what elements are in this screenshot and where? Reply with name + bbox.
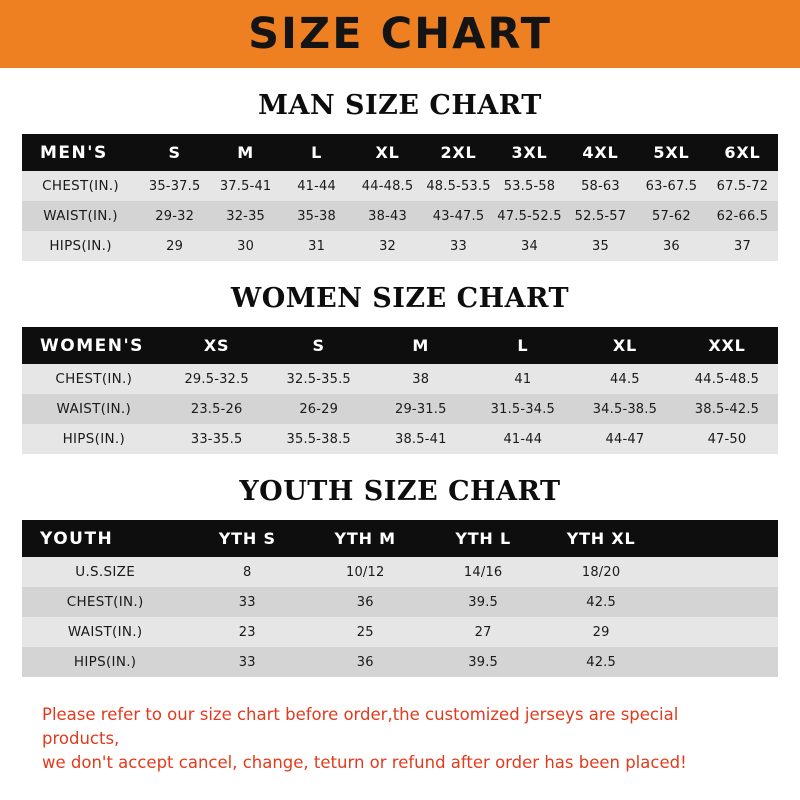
- women-size-table: [22, 327, 778, 454]
- cell: 43-47.5: [432, 208, 485, 224]
- cell: 42.5: [586, 654, 616, 670]
- column-header: 2XL: [440, 143, 477, 162]
- column-header: 4XL: [582, 143, 619, 162]
- column-header: XL: [612, 336, 637, 355]
- section-title-women: WOMEN SIZE CHART: [230, 283, 570, 314]
- cell: 32: [379, 238, 397, 254]
- cell: 30: [237, 238, 255, 254]
- column-header: XL: [375, 143, 400, 162]
- row-label: HIPS(IN.): [73, 654, 137, 670]
- cell-empty: [660, 557, 778, 587]
- cell: 23.5-26: [190, 401, 243, 417]
- table-row: [22, 587, 778, 617]
- cell: 35: [591, 238, 609, 254]
- row-label: CHEST(IN.): [55, 371, 133, 387]
- cell: 41-44: [503, 431, 543, 447]
- column-header: YOUTH: [40, 528, 114, 549]
- cell: 48.5-53.5: [426, 178, 491, 194]
- table-row: [22, 171, 778, 201]
- cell: 33-35.5: [190, 431, 243, 447]
- cell: 41: [514, 371, 532, 387]
- row-label: CHEST(IN.): [42, 178, 119, 194]
- cell: 29.5-32.5: [184, 371, 249, 387]
- column-header: M: [412, 336, 430, 355]
- cell: 18/20: [581, 564, 621, 580]
- row-label: HIPS(IN.): [62, 431, 126, 447]
- cell: 47.5-52.5: [497, 208, 562, 224]
- cell: 23: [238, 624, 256, 640]
- banner: [0, 0, 800, 68]
- table-header-row: [22, 134, 778, 171]
- cell: 8: [243, 564, 252, 580]
- cell: 34.5-38.5: [592, 401, 658, 417]
- footer-note: [42, 703, 758, 775]
- table-row: [22, 364, 778, 394]
- section-title-youth: YOUTH SIZE CHART: [239, 476, 561, 507]
- cell-empty: [660, 587, 778, 617]
- table-header-row: [22, 520, 778, 557]
- cell: 33: [238, 654, 256, 670]
- column-header: 6XL: [724, 143, 761, 162]
- cell: 42.5: [586, 594, 616, 610]
- cell: 36: [356, 594, 374, 610]
- cell-empty: [660, 617, 778, 647]
- cell: 62-66.5: [716, 208, 769, 224]
- content: [0, 90, 800, 775]
- cell: 38-43: [368, 208, 407, 224]
- cell: 14/16: [463, 564, 503, 580]
- column-header: YTH S: [218, 529, 276, 548]
- cell: 44.5: [610, 371, 640, 387]
- cell: 31.5-34.5: [490, 401, 556, 417]
- footer-note-line-1: Please refer to our size chart before order,the customized jerseys are special products,: [42, 705, 679, 748]
- column-header: S: [168, 143, 181, 162]
- cell: 37: [733, 238, 751, 254]
- page-title: SIZE CHART: [248, 8, 552, 59]
- cell: 39.5: [468, 654, 499, 670]
- cell: 53.5-58: [503, 178, 556, 194]
- cell: 33: [450, 238, 467, 254]
- cell: 58-63: [581, 178, 620, 194]
- column-header: XXL: [708, 336, 746, 355]
- cell: 38.5-41: [394, 431, 447, 447]
- row-label: WAIST(IN.): [56, 401, 132, 417]
- cell: 57-62: [652, 208, 691, 224]
- column-header: S: [312, 336, 325, 355]
- cell: 41-44: [297, 178, 336, 194]
- column-header: L: [517, 336, 529, 355]
- column-header: M: [237, 143, 254, 162]
- table-row: [22, 231, 778, 261]
- column-header: XS: [203, 336, 230, 355]
- column-header: L: [311, 143, 323, 162]
- section-title-man: MAN SIZE CHART: [258, 90, 542, 121]
- column-header: YTH L: [455, 529, 511, 548]
- cell: 36: [356, 654, 374, 670]
- row-label: U.S.SIZE: [75, 564, 136, 580]
- cell: 47-50: [707, 431, 747, 447]
- cell: 29-32: [155, 208, 195, 224]
- table-row: [22, 617, 778, 647]
- cell: 34: [521, 238, 538, 254]
- column-header: MEN'S: [40, 142, 108, 163]
- man-size-table: [22, 134, 778, 261]
- row-label: HIPS(IN.): [49, 238, 112, 254]
- cell: 35.5-38.5: [286, 431, 351, 447]
- table-row: [22, 424, 778, 454]
- cell: 44-48.5: [361, 178, 414, 194]
- footer-note-line-2: we don't accept cancel, change, teturn or refund after order has been placed!: [42, 752, 687, 772]
- cell: 29: [592, 624, 610, 640]
- row-label: WAIST(IN.): [67, 624, 143, 640]
- table-row: [22, 557, 778, 587]
- column-header: YTH M: [334, 529, 396, 548]
- cell: 32-35: [226, 208, 266, 224]
- cell: 35-37.5: [148, 178, 201, 194]
- cell: 31: [308, 238, 326, 254]
- cell: 37.5-41: [219, 178, 272, 194]
- column-header: YTH XL: [566, 529, 636, 548]
- column-header-empty: [660, 520, 778, 557]
- cell: 67.5-72: [716, 178, 769, 194]
- cell: 26-29: [299, 401, 339, 417]
- cell: 38.5-42.5: [694, 401, 760, 417]
- column-header: WOMEN'S: [40, 335, 144, 356]
- cell: 25: [356, 624, 374, 640]
- cell: 39.5: [468, 594, 499, 610]
- cell: 44-47: [605, 431, 645, 447]
- youth-size-table: [22, 520, 778, 677]
- column-header: 3XL: [511, 143, 548, 162]
- cell: 35-38: [297, 208, 336, 224]
- table-row: [22, 647, 778, 677]
- table-header-row: [22, 327, 778, 364]
- cell: 52.5-57: [574, 208, 627, 224]
- row-label: WAIST(IN.): [43, 208, 118, 224]
- cell: 27: [474, 624, 492, 640]
- table-row: [22, 394, 778, 424]
- cell: 63-67.5: [645, 178, 698, 194]
- column-header: 5XL: [653, 143, 690, 162]
- cell: 38: [412, 371, 430, 387]
- row-label: CHEST(IN.): [66, 594, 144, 610]
- cell: 29-31.5: [394, 401, 447, 417]
- cell: 32.5-35.5: [286, 371, 351, 387]
- table-row: [22, 201, 778, 231]
- cell: 36: [662, 238, 680, 254]
- cell-empty: [660, 647, 778, 677]
- cell: 33: [238, 594, 256, 610]
- cell: 29: [166, 238, 184, 254]
- cell: 10/12: [345, 564, 385, 580]
- cell: 44.5-48.5: [694, 371, 760, 387]
